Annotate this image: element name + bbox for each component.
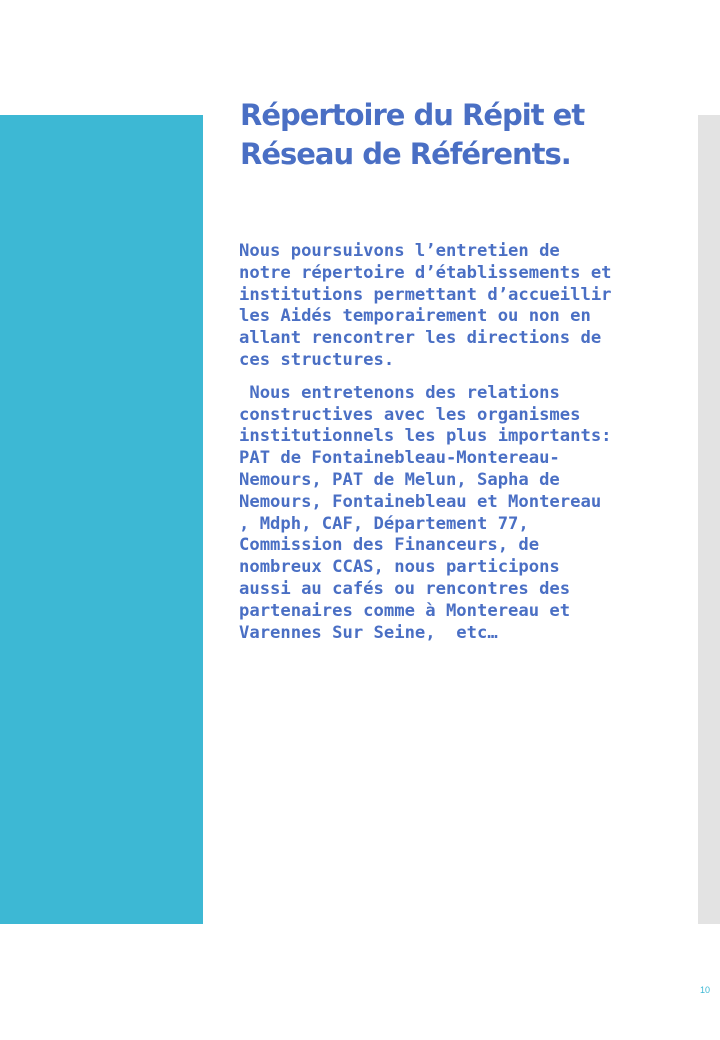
- paragraph-2: Nous entretenons des relations constructives avec les organismes institutionnels les plus importants: PAT de Fontainebleau-Montereau- Nemours, PAT de Melun, Sapha de Nemours, Fontainebleau et Montereau , Mdph, CAF, Département 77, Commission des Financeurs, de nombreux CCAS, nous participons aussi au cafés ou rencontres des partenaires comme à Montereau et Varennes Sur Seine, etc…: [239, 382, 612, 643]
- page-title: [240, 96, 680, 174]
- left-accent-band: [0, 115, 203, 924]
- title-line-1: Répertoire du Répit et: [240, 98, 585, 132]
- title-line-2: Réseau de Référents.: [240, 137, 571, 171]
- right-side-band: [698, 115, 720, 924]
- page-number: 10: [699, 985, 710, 995]
- paragraph-1: Nous poursuivons l’entretien de notre répertoire d’établissements et institutions permettant d’accueillir les Aidés temporairement ou non en allant rencontrer les directions de ces structures.: [239, 241, 612, 370]
- body-text: [239, 241, 679, 644]
